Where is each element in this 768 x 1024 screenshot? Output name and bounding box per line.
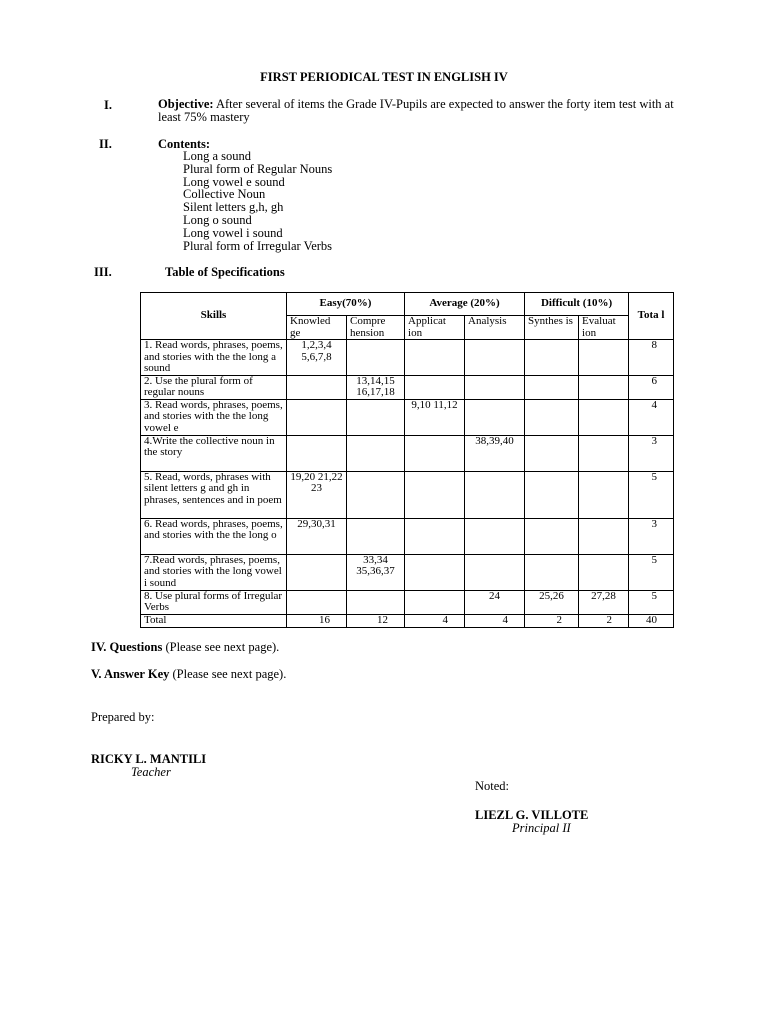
specs-label: Table of Specifications xyxy=(165,265,285,279)
row-total: 8 xyxy=(629,340,674,376)
row-synthesis xyxy=(525,399,579,435)
row-evaluation: 27,28 xyxy=(579,590,629,614)
table-row xyxy=(141,471,674,518)
row-comprehension xyxy=(347,590,405,614)
row-skill: 1. Read words, phrases, poems, and stories with the the long a sound xyxy=(141,340,287,376)
prepared-by-label: Prepared by: xyxy=(91,710,155,724)
row-application xyxy=(405,590,465,614)
totals-knowledge: 16 xyxy=(287,614,347,627)
row-application xyxy=(405,375,465,399)
table-row xyxy=(141,435,674,471)
row-skill: 3. Read words, phrases, poems, and stories with the the long vowel e xyxy=(141,399,287,435)
contents-label: Contents: xyxy=(158,137,211,151)
contents-item: Long vowel i sound xyxy=(183,225,283,240)
row-knowledge: 19,20 21,22 23 xyxy=(287,471,347,518)
table-row xyxy=(141,590,674,614)
row-synthesis xyxy=(525,554,579,590)
header-total: Tota l xyxy=(629,293,674,340)
row-synthesis: 25,26 xyxy=(525,590,579,614)
row-synthesis xyxy=(525,375,579,399)
row-analysis xyxy=(465,471,525,518)
document-title: FIRST PERIODICAL TEST IN ENGLISH IV xyxy=(260,70,508,84)
header-average: Average (20%) xyxy=(405,293,525,316)
header-analysis: Analysis xyxy=(465,316,525,340)
row-skill: 6. Read words, phrases, poems, and stories with the the long o xyxy=(141,518,287,554)
row-comprehension xyxy=(347,435,405,471)
principal-role: Principal II xyxy=(512,821,571,835)
row-synthesis xyxy=(525,518,579,554)
row-total: 5 xyxy=(629,590,674,614)
row-skill: 5. Read, words, phrases with silent letters g and gh in phrases, sentences and in poem xyxy=(141,471,287,518)
contents-item: Plural form of Regular Nouns xyxy=(183,161,333,176)
row-analysis: 38,39,40 xyxy=(465,435,525,471)
noted-label: Noted: xyxy=(475,779,510,793)
row-comprehension: 33,34 35,36,37 xyxy=(347,554,405,590)
row-skill: 7.Read words, phrases, poems, and stories with the long vowel i sound xyxy=(141,554,287,590)
section-number-objective: I. xyxy=(104,98,112,112)
header-comprehension: Compre hension xyxy=(347,316,405,340)
header-knowledge: Knowled ge xyxy=(287,316,347,340)
row-total: 3 xyxy=(629,518,674,554)
section-number-contents: II. xyxy=(99,137,112,151)
row-application: 9,10 11,12 xyxy=(405,399,465,435)
header-application: Applicat ion xyxy=(405,316,465,340)
totals-total: 40 xyxy=(629,614,674,627)
row-evaluation xyxy=(579,399,629,435)
contents-item: Plural form of Irregular Verbs xyxy=(183,238,333,253)
row-skill: 8. Use plural forms of Irregular Verbs xyxy=(141,590,287,614)
row-knowledge xyxy=(287,399,347,435)
table-row xyxy=(141,399,674,435)
header-evaluation: Evaluat ion xyxy=(579,316,629,340)
totals-label: Total xyxy=(141,614,287,627)
row-knowledge xyxy=(287,375,347,399)
objective-label: Objective: xyxy=(158,97,214,111)
row-analysis xyxy=(465,399,525,435)
totals-synthesis: 2 xyxy=(525,614,579,627)
row-comprehension xyxy=(347,399,405,435)
teacher-name: RICKY L. MANTILI xyxy=(91,752,207,766)
table-row xyxy=(141,340,674,376)
questions-text: (Please see next page). xyxy=(165,640,280,654)
row-application xyxy=(405,340,465,376)
row-application xyxy=(405,518,465,554)
contents-item: Long a sound xyxy=(183,149,252,163)
header-skills: Skills xyxy=(141,293,287,340)
row-evaluation xyxy=(579,435,629,471)
objective-text: After several of items the Grade IV-Pupils are expected to answer the forty item test with at least 75% mastery xyxy=(158,97,674,124)
row-comprehension xyxy=(347,340,405,376)
row-analysis xyxy=(465,518,525,554)
totals-evaluation: 2 xyxy=(579,614,629,627)
table-row xyxy=(141,554,674,590)
row-evaluation xyxy=(579,375,629,399)
contents-item: Collective Noun xyxy=(183,187,266,202)
row-application xyxy=(405,435,465,471)
row-total: 6 xyxy=(629,375,674,399)
row-evaluation xyxy=(579,471,629,518)
row-application xyxy=(405,471,465,518)
answer-key-line xyxy=(91,667,286,682)
answer-key-text: (Please see next page). xyxy=(172,667,287,681)
totals-comprehension: 12 xyxy=(347,614,405,627)
table-row xyxy=(141,518,674,554)
row-analysis: 24 xyxy=(465,590,525,614)
questions-label: IV. Questions xyxy=(91,640,163,654)
table-row xyxy=(141,375,674,399)
teacher-role: Teacher xyxy=(131,765,171,779)
header-easy: Easy(70%) xyxy=(287,293,405,316)
row-knowledge: 29,30,31 xyxy=(287,518,347,554)
row-evaluation xyxy=(579,340,629,376)
principal-name: LIEZL G. VILLOTE xyxy=(475,808,589,822)
row-comprehension: 13,14,15 16,17,18 xyxy=(347,375,405,399)
questions-line xyxy=(91,640,279,655)
row-knowledge: 1,2,3,4 5,6,7,8 xyxy=(287,340,347,376)
row-comprehension xyxy=(347,471,405,518)
section-number-specs: III. xyxy=(94,265,112,279)
row-synthesis xyxy=(525,435,579,471)
contents-item: Long o sound xyxy=(183,212,252,227)
row-total: 5 xyxy=(629,554,674,590)
header-synthesis: Synthes is xyxy=(525,316,579,340)
objective-block xyxy=(158,98,698,124)
row-analysis xyxy=(465,340,525,376)
row-evaluation xyxy=(579,554,629,590)
contents-item: Silent letters g,h, gh xyxy=(183,200,284,215)
row-knowledge xyxy=(287,435,347,471)
row-knowledge xyxy=(287,590,347,614)
row-comprehension xyxy=(347,518,405,554)
contents-item: Long vowel e sound xyxy=(183,174,285,189)
answer-key-label: V. Answer Key xyxy=(91,667,170,681)
row-analysis xyxy=(465,375,525,399)
header-difficult: Difficult (10%) xyxy=(525,293,629,316)
row-skill: 2. Use the plural form of regular nouns xyxy=(141,375,287,399)
table-row-totals xyxy=(141,614,674,627)
row-synthesis xyxy=(525,471,579,518)
totals-application: 4 xyxy=(405,614,465,627)
row-total: 3 xyxy=(629,435,674,471)
row-analysis xyxy=(465,554,525,590)
table-of-specifications xyxy=(140,292,674,628)
totals-analysis: 4 xyxy=(465,614,525,627)
row-synthesis xyxy=(525,340,579,376)
row-total: 5 xyxy=(629,471,674,518)
row-total: 4 xyxy=(629,399,674,435)
row-evaluation xyxy=(579,518,629,554)
row-knowledge xyxy=(287,554,347,590)
row-skill: 4.Write the collective noun in the story xyxy=(141,435,287,471)
row-application xyxy=(405,554,465,590)
contents-list xyxy=(183,150,332,252)
